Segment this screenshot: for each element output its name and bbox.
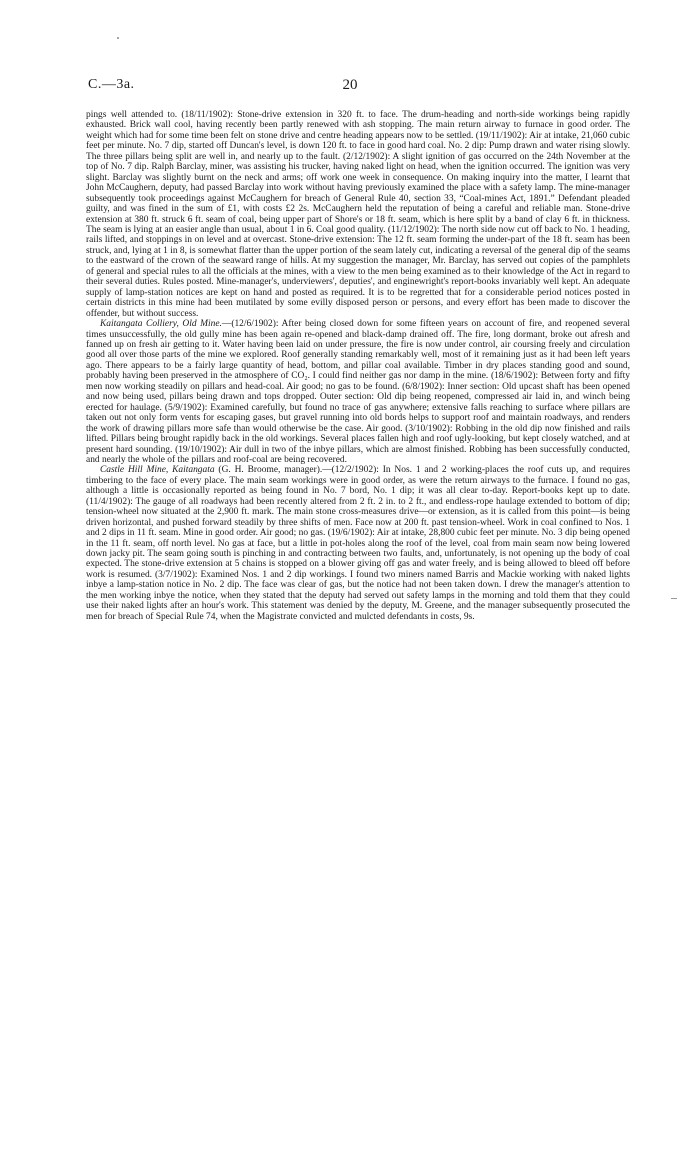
paragraph-text: —(12/6/1902): After being closed down for some fifteen years on account of fire, and reopened several times unsuccessfully, the old gully mine has been again re-opened and black-damp drained off. The fire, long dormant, broke out afresh and fanned up on fresh air getting to it. Water having been laid on under pressure, the fire is now under control, air coursing freely and circulation good all over those parts of the mine we explored. Roof generally standing remarkably well, most of it remaining just as it had been left years ago. There appears to be a fairly large quantity of head, bottom, and pillar coal available. Timber in dry places standing good and sound, probably having been preserved in the atmosphere of CO₂. I could find neither gas nor damp in the mine. (18/6/1902): Between forty and fifty men now working steadily on pillars and head-coal. Air good; no gas to be found. (6/8/1902): Inner section: Old upcast shaft has been opened and now being used, pillars being drawn and tops dropped. Outer section: Old dip being reopened, compressed air laid in, and winch being erected for haulage. (5/9/1902): Examined carefully, but found no trace of gas anywhere; extensive falls reaching to surface where pillars are taken out not only form vents for escaping gases, but gravel running into old bords helps to support roof and maintain roadways, and renders the work of drawing pillars more safe than would otherwise be the case. Air good. (3/10/1902): Robbing in the old dip now finished and rails lifted. Pillars being brought rapidly back in the old workings. Several places fallen high and roof ugly-looking, but kept closely watched, and at present hard sounding. (19/10/1902): Air dull in two of the inbye pillars, which are almost finished. Robbing has been successfully conducted, and nearly the whole of the pillars and roof-coal are being recovered. [86,319,630,465]
report-body [86,110,630,622]
document-reference: C.—3a. [88,77,135,92]
section-heading-old-mine: Kaitangata Colliery, Old Mine. [100,319,222,330]
paragraph-text: (G. H. Broome, manager).—(12/2/1902): In Nos. 1 and 2 working-places the roof cuts up, and requires timbering to the face of every place. The main seam workings were in good order, as were the return airways to the furnace. I found no gas, although a little is occasionally reported as being found in No. 7 bord, No. 1 dip; it was all clear to-day. Report-books kept up to date. (11/4/1902): The gauge of all roadways had been recently altered from 2 ft. 2 in. to 2 ft., and endless-rope haulage extended to bottom of dip; tension-wheel now situated at the 2,900 ft. mark. The main stone cross-measures drive—or extension, as it is called from this point—is being driven horizontal, and pushed forward steadily by three shifts of men. Face now at 200 ft. past tension-wheel. Work in coal confined to Nos. 1 and 2 dips in 11 ft. seam. Mine in good order. Air good; no gas. (19/6/1902): Air at intake, 28,800 cubic feet per minute. No. 3 dip being opened in the 11 ft. seam, off north level. No gas at face, but a little in pot-holes along the roof of the level, coal from main seam now being lowered down jacky pit. The seam going south is pinching in and contracting between two faults, and, unfortunately, is not opening up the body of coal expected. The stone-drive extension at 5 chains is stopped on a blower giving off gas and water freely, and is being allowed to bleed off before work is resumed. (3/7/1902): Examined Nos. 1 and 2 dip workings. I found two miners named Barris and Mackie working with naked lights inbye a lamp-station notice in No. 2 dip. The face was clear of gas, but the notice had not been taken down. I drew the manager's attention to the men working inbye the notice, when they stated that the deputy had served out safety lamps in the morning and told them that they could use their naked lights after an hour's work. This statement was denied by the deputy, M. Greene, and the manager subsequently prosecuted the men for breach of Special Rule 74, when the Magistrate convicted and mulcted defendants in costs, 9s. [86,465,630,622]
section-heading-castle-hill: Castle Hill Mine, Kaitangata [100,465,215,476]
paragraph-castle-hill [86,465,630,622]
page-number: 20 [342,77,358,93]
paragraph-continued [86,110,630,319]
paragraph-old-mine [86,319,630,465]
scan-mark [671,598,677,599]
paragraph-text: pings well attended to. (18/11/1902): Stone-drive extension in 320 ft. to face. The drum-heading and north-side workings being rapidly exhausted. Brick wall cool, having recently been partly renewed with ash stopping. The main return airway to furnace in good order. The weight which had for some time been felt on stone drive and centre heading appears now to be settled. (19/11/1902): Air at intake, 21,060 cubic feet per minute. No. 7 dip, started off Duncan's level, is down 120 ft. to face in good hard coal. No. 2 dip: Pump drawn and water rising slowly. The three pillars being split are well in, and nearly up to the fault. (2/12/1902): A slight ignition of gas occurred on the 24th November at the top of No. 7 dip. Ralph Barclay, miner, was assisting his trucker, having naked light on head, when the ignition occurred. The ignition was very slight. Barclay was slightly burnt on the neck and arms; off work one week in consequence. On making inquiry into the matter, I learnt that John McCaughern, deputy, had passed Barclay into work without having previously examined the place with a safety lamp. The mine-manager subsequently took proceedings against McCaughern for breach of General Rule 40, section 33, “Coal-mines Act, 1891.” Defendant pleaded guilty, and was fined in the sum of £1, with costs £2 2s. McCaughern held the reputation of being a careful and reliable man. Stone-drive extension at 380 ft. struck 6 ft. seam of coal, being upper part of Shore's or 18 ft. seam, which is here split by a band of clay 6 ft. in thickness. The seam is lying at an easier angle than usual, about 1 in 6. Coal good quality. (11/12/1902): The north side now cut off back to No. 1 heading, rails lifted, and stoppings in on level and at overcast. Stone-drive extension: The 12 ft. seam forming the under-part of the 18 ft. seam has been struck, and, lying at 1 in 8, is somewhat flatter than the upper portion of the seam lately cut, indicating a reversal of the general dip of the seams to the eastward of the crown of the seaward range of hills. At my suggestion the manager, Mr. Barclay, has served out copies of the pamphlets of general and special rules to all the officials at the mines, with a view to the men being examined as to their knowledge of the Act in regard to their several duties. Rules posted. Mine-manager's, underviewers', deputies', and enginewright's report-books invariably well kept. An adequate supply of lamp-station notices are kept on hand and posted as required. It is to be regretted that for a considerable period notices posted in certain districts in this mine had been mutilated by some evilly disposed person or persons, and every effort has been made to discover the offender, but without success. [86,110,630,319]
scan-speck [117,37,119,39]
